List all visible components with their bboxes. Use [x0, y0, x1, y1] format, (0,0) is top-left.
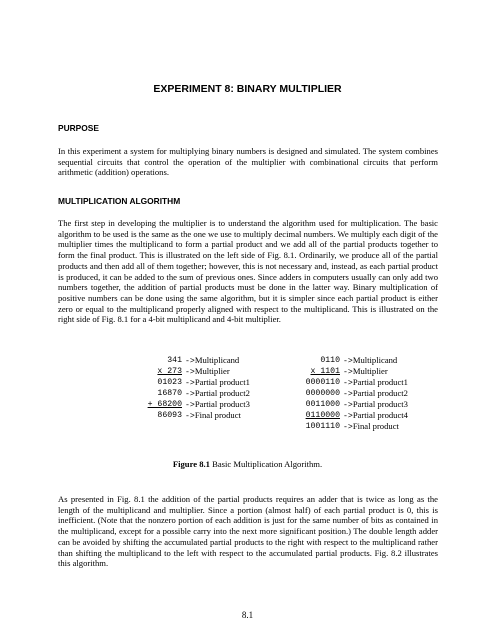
- decimal-row-label: [185, 366, 230, 377]
- binary-number: 1001110: [305, 422, 340, 431]
- decimal-row-label: [185, 377, 250, 388]
- decimal-row-label: [185, 399, 250, 410]
- decimal-number: + 68200: [147, 400, 182, 409]
- decimal-row-label: [185, 388, 250, 399]
- binary-number: x 1101: [310, 367, 340, 376]
- binary-row-label: [343, 366, 388, 377]
- closing-paragraph: As presented in Fig. 8.1 the addition of the partial products requires an adder that is twice as long as the length of the multiplicand and multiplier. Since a portion (almost half) of each partial product is 0, this is inefficient. (Note that the nonzero portion of each addition is just for the same number of bits as contained in the multiplicand, except for a possible carry into the next more significant position.) The double length adder can be avoided by shifting the accumulated partial products to the right with respect to the multiplicand rather than shifting the multiplicand to the left with respect to the accumulated partial products. Fig. 8.2 illustrates this algorithm.: [58, 494, 438, 569]
- purpose-heading: PURPOSE: [58, 123, 99, 133]
- binary-label: Multiplicand: [352, 355, 398, 365]
- decimal-row-label: [185, 410, 241, 421]
- binary-row-label: [343, 388, 408, 399]
- binary-label: Partial product4: [352, 410, 408, 420]
- decimal-row-label: [185, 355, 239, 366]
- binary-number: 0110: [320, 356, 340, 365]
- arrow-glyph: ->: [185, 401, 195, 410]
- arrow-glyph: ->: [185, 368, 195, 377]
- decimal-label: Partial product1: [194, 377, 250, 387]
- decimal-number: x 273: [157, 367, 182, 376]
- algorithm-heading: MULTIPLICATION ALGORITHM: [58, 196, 181, 206]
- decimal-number: 86093: [157, 411, 182, 420]
- decimal-number: 16870: [157, 389, 182, 398]
- figure-caption-label: Figure 8.1: [172, 459, 210, 469]
- binary-row-label: [343, 399, 408, 410]
- arrow-glyph: ->: [185, 379, 195, 388]
- binary-label: Partial product1: [352, 377, 408, 387]
- page-title: EXPERIMENT 8: BINARY MULTIPLIER: [153, 83, 342, 95]
- decimal-label: Final product: [194, 410, 241, 420]
- arrow-glyph: ->: [343, 423, 353, 432]
- page-number: 8.1: [241, 610, 254, 620]
- purpose-paragraph: In this experiment a system for multiplying binary numbers is designed and simulated. The system combines sequential circuits that control the operation of the multiplier with combinational circuits that perform arithmetic (addition) operations.: [58, 146, 438, 178]
- arrow-glyph: ->: [185, 412, 195, 421]
- arrow-glyph: ->: [343, 379, 353, 388]
- binary-row-label: [343, 421, 399, 432]
- binary-label: Partial product2: [352, 388, 408, 398]
- arrow-glyph: ->: [185, 357, 195, 366]
- decimal-label: Partial product2: [194, 388, 250, 398]
- binary-row-label: [343, 410, 408, 421]
- binary-row-label: [343, 355, 397, 366]
- decimal-number: 01023: [157, 378, 182, 387]
- algorithm-paragraph: The first step in developing the multiplier is to understand the algorithm used for multiplication. The basic algorithm to be used is the same as the one we use to multiply decimal numbers. We multiply each digit of the multiplier times the multiplicand to form a partial product and we add all of the partial products together to form the final product. This is illustrated on the left side of Fig. 8.1. Ordinarily, we produce all of the partial products and then add all of them together; however, this is not necessary and, instead, as each partial product is produced, it can be added to the sum of previous ones. Since adders in computers usually can only add two numbers together, the addition of partial products must be done in the latter way. Binary multiplication of positive numbers can be done using the same algorithm, but it is simpler since each partial product is either zero or equal to the multiplicand properly aligned with respect to the multiplicand. This is illustrated on the right side of Fig. 8.1 for a 4-bit multiplicand and 4-bit multiplier.: [58, 218, 438, 325]
- binary-row-label: [343, 377, 408, 388]
- binary-label: Final product: [352, 421, 399, 431]
- binary-label: Partial product3: [352, 399, 408, 409]
- arrow-glyph: ->: [343, 390, 353, 399]
- decimal-number: 341: [167, 356, 182, 365]
- arrow-glyph: ->: [343, 368, 353, 377]
- arrow-glyph: ->: [185, 390, 195, 399]
- arrow-glyph: ->: [343, 412, 353, 421]
- binary-label: Multiplier: [352, 366, 388, 376]
- decimal-label: Multiplier: [194, 366, 230, 376]
- binary-number: 0000000: [305, 389, 340, 398]
- figure-caption: [0, 459, 495, 469]
- decimal-label: Partial product3: [194, 399, 250, 409]
- binary-number: 0011000: [305, 400, 340, 409]
- decimal-label: Multiplicand: [194, 355, 240, 365]
- binary-number: 0110000: [305, 411, 340, 420]
- figure-caption-text: Basic Multiplication Algorithm.: [209, 459, 323, 469]
- arrow-glyph: ->: [343, 357, 353, 366]
- binary-number: 0000110: [305, 378, 340, 387]
- arrow-glyph: ->: [343, 401, 353, 410]
